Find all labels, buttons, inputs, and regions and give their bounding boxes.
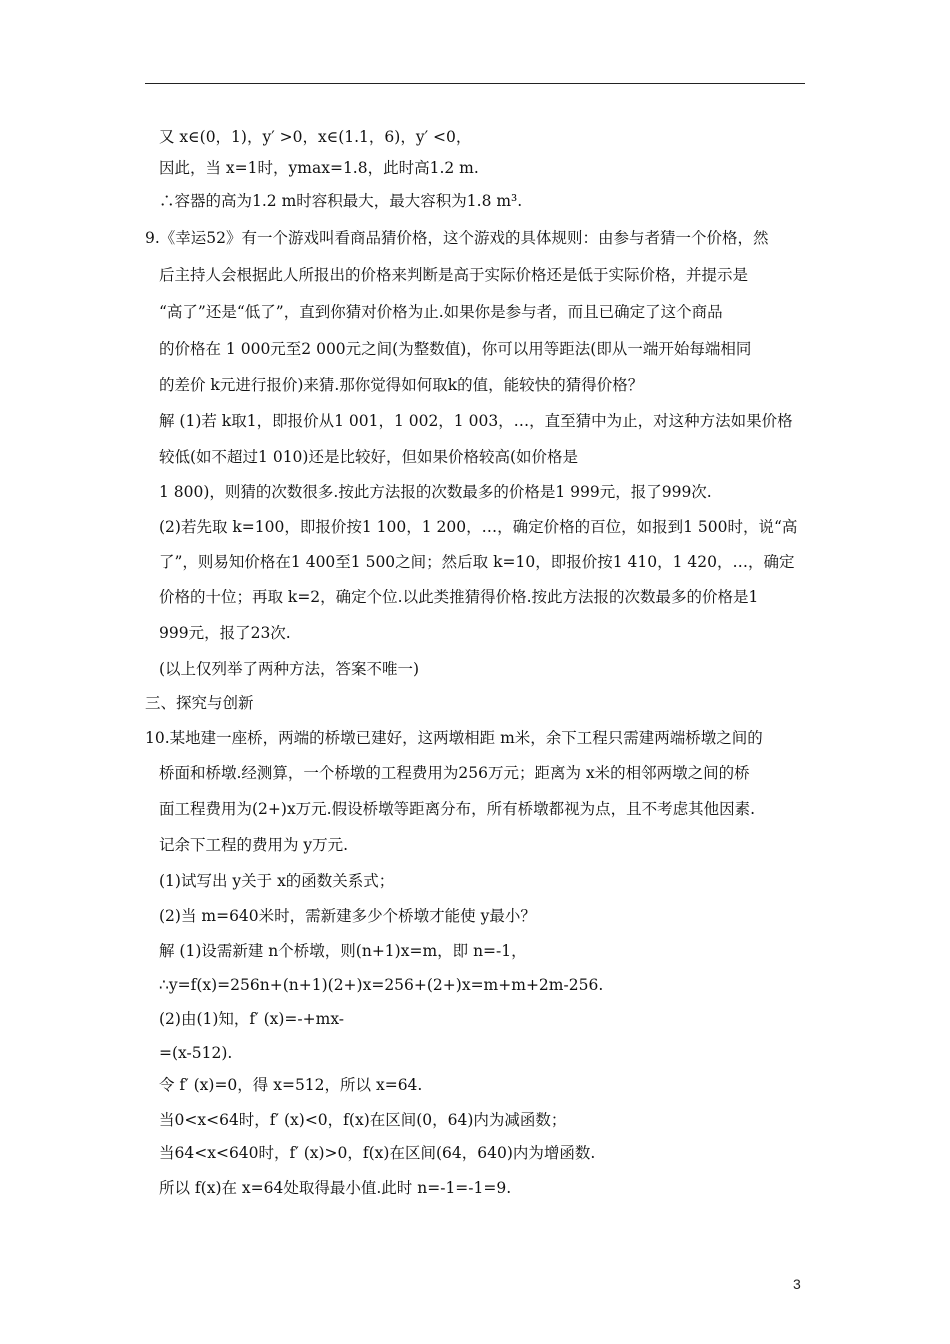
- text-line: “高了”还是“低了”，直到你猜对价格为止.如果你是参与者，而且已确定了这个商品: [159, 303, 723, 321]
- text-line: 所以 f(x)在 x=64处取得最小值.此时 n=-1=-1=9.: [159, 1179, 512, 1197]
- text-line: (以上仅列举了两种方法，答案不唯一): [159, 660, 420, 678]
- text-line: ∴y=f(x)=256n+(n+1)(2+)x=256+(2+)x=m+m+2m-256.: [159, 976, 604, 994]
- section-heading: 三、探究与创新: [145, 694, 254, 712]
- text-line: (2)若先取 k=100，即报价按1 100，1 200，…，确定价格的百位，如报到1 500时，说“高: [159, 518, 798, 536]
- text-line: 解 (1)设需新建 n个桥墩，则(n+1)x=m，即 n=-1，: [159, 942, 527, 960]
- text-line: 令 f′ (x)=0，得 x=512，所以 x=64.: [159, 1076, 423, 1094]
- text-line: 10.某地建一座桥，两端的桥墩已建好，这两墩相距 m米，余下工程只需建两端桥墩之间的: [145, 729, 763, 747]
- text-line: 解 (1)若 k取1，即报价从1 001，1 002，1 003，…，直至猜中为止，对这种方法如果价格: [159, 412, 793, 430]
- text-line: 9.《幸运52》有一个游戏叫看商品猜价格，这个游戏的具体规则：由参与者猜一个价格，然: [145, 229, 769, 247]
- page-number: 3: [793, 1276, 801, 1292]
- text-line: 当64<x<640时，f′ (x)>0，f(x)在区间(64，640)内为增函数.: [159, 1144, 596, 1162]
- header-rule: [145, 83, 805, 84]
- text-line: 又 x∈(0，1)，y′ >0，x∈(1.1，6)，y′ <0，: [159, 128, 472, 146]
- text-line: 1 800)，则猜的次数很多.按此方法报的次数最多的价格是1 999元，报了999次.: [159, 483, 712, 501]
- text-line: 了”，则易知价格在1 400至1 500之间；然后取 k=10，即报价按1 410，1 420，…，确定: [159, 553, 795, 571]
- text-line: (1)试写出 y关于 x的函数关系式；: [159, 872, 395, 890]
- text-line: =(x-512).: [159, 1044, 233, 1062]
- text-line: (2)由(1)知，f′ (x)=-+mx-: [159, 1010, 345, 1028]
- text-line: (2)当 m=640米时，需新建多少个桥墩才能使 y最小？: [159, 907, 536, 925]
- text-line: 的价格在 1 000元至2 000元之间(为整数值)，你可以用等距法(即从一端开始每端相同: [159, 340, 752, 358]
- text-line: 价格的十位；再取 k=2，确定个位.以此类推猜得价格.按此方法报的次数最多的价格是1: [159, 588, 759, 606]
- text-line: 记余下工程的费用为 y万元.: [159, 836, 349, 854]
- text-line: 较低(如不超过1 010)还是比较好，但如果价格较高(如价格是: [159, 448, 579, 466]
- text-line: 999元，报了23次.: [159, 624, 291, 642]
- text-line: ∴容器的高为1.2 m时容积最大，最大容积为1.8 m³.: [159, 192, 523, 210]
- text-line: 桥面和桥墩.经测算，一个桥墩的工程费用为256万元；距离为 x米的相邻两墩之间的桥: [159, 764, 750, 782]
- text-line: 后主持人会根据此人所报出的价格来判断是高于实际价格还是低于实际价格，并提示是: [159, 266, 749, 284]
- text-line: 面工程费用为(2+)x万元.假设桥墩等距离分布，所有桥墩都视为点，且不考虑其他因素.: [159, 800, 756, 818]
- text-line: 的差价 k元进行报价)来猜.那你觉得如何取k的值，能较快的猜得价格？: [159, 376, 644, 394]
- text-line: 因此，当 x=1时，ymax=1.8，此时高1.2 m.: [159, 159, 479, 177]
- text-line: 当0<x<64时，f′ (x)<0，f(x)在区间(0，64)内为减函数；: [159, 1111, 567, 1129]
